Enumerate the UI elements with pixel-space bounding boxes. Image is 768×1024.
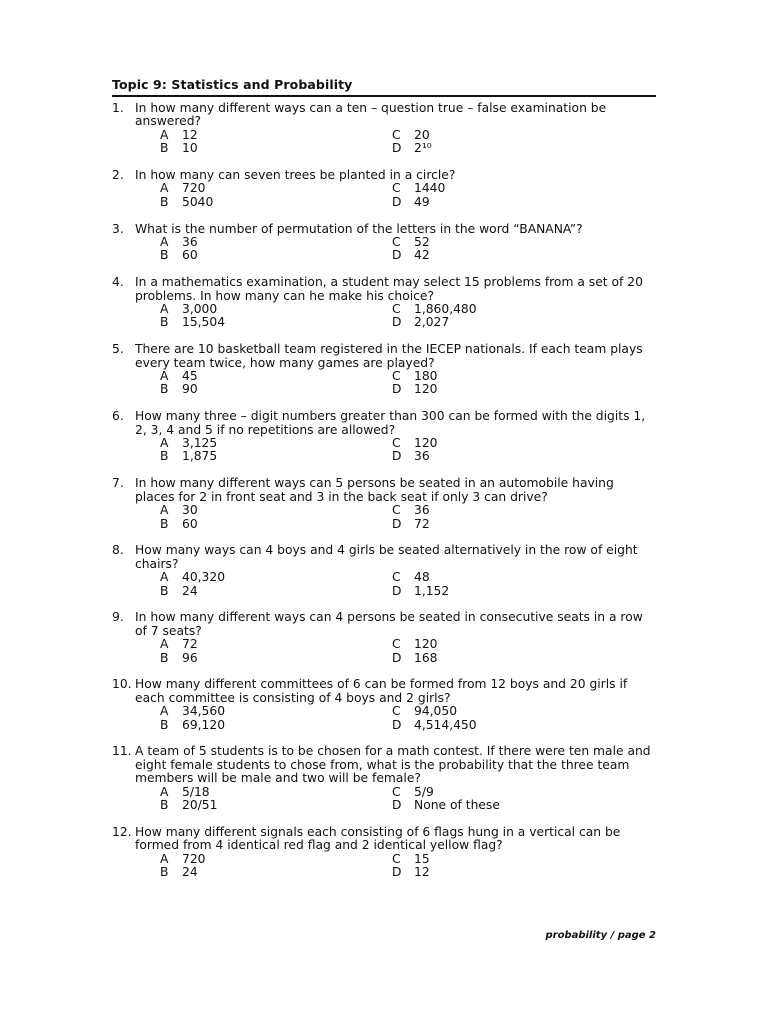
answer-option-b: [160, 383, 392, 396]
option-value: 52: [414, 235, 430, 250]
answer-option-b: [160, 249, 392, 262]
answer-option-b: [160, 866, 392, 879]
answer-row: [112, 786, 656, 799]
option-value: 720: [182, 851, 206, 866]
question-item: [112, 544, 656, 598]
option-letter: C: [392, 436, 401, 451]
option-value: 5040: [182, 194, 214, 209]
answer-row: [112, 182, 656, 195]
option-value: 69,120: [182, 717, 226, 732]
question-text: In how many different ways can a ten – question true – false examination be answered?: [135, 101, 607, 129]
question-number: 10.: [112, 677, 132, 692]
option-value: 3,000: [182, 302, 218, 317]
option-letter: C: [392, 127, 401, 142]
answer-row: [112, 652, 656, 665]
question-number: 5.: [112, 342, 124, 357]
option-letter: D: [392, 717, 402, 732]
option-value: 5/18: [182, 784, 210, 799]
option-letter: A: [160, 851, 169, 866]
answer-option-c: [392, 129, 430, 142]
option-letter: D: [392, 315, 402, 330]
option-value: 49: [414, 194, 430, 209]
question-text: How many ways can 4 boys and 4 girls be seated alternatively in the row of eight chairs?: [135, 543, 638, 571]
answer-option-d: [392, 518, 430, 531]
option-value: 1,860,480: [414, 302, 477, 317]
option-letter: D: [392, 516, 402, 531]
answer-row: [112, 437, 656, 450]
answer-row: [112, 799, 656, 812]
answer-option-a: [160, 853, 392, 866]
answer-option-a: [160, 370, 392, 383]
question-text: How many three – digit numbers greater than 300 can be formed with the digits 1, 2, 3, 4 and 5 if no repetitions are allowed?: [135, 409, 646, 437]
option-letter: B: [160, 141, 169, 156]
answer-option-c: [392, 786, 434, 799]
answer-option-c: [392, 303, 477, 316]
answer-option-c: [392, 437, 437, 450]
answer-option-a: [160, 638, 392, 651]
question-text: In how many can seven trees be planted in a circle?: [135, 168, 456, 183]
answer-row: [112, 719, 656, 732]
question-stem: [112, 826, 656, 853]
answer-row: [112, 383, 656, 396]
answer-option-c: [392, 370, 437, 383]
answer-row: [112, 236, 656, 249]
answer-option-c: [392, 182, 445, 195]
option-value: 12: [182, 127, 198, 142]
option-value: 5/9: [414, 784, 434, 799]
question-item: [112, 826, 656, 880]
question-number: 12.: [112, 824, 132, 839]
answer-row: [112, 316, 656, 329]
option-value: 20/51: [182, 797, 218, 812]
answer-option-b: [160, 518, 392, 531]
header-divider: [112, 95, 656, 97]
question-text: How many different signals each consisting of 6 flags hung in a vertical can be formed from 4 identical red flag and 2 identical yellow flag?: [135, 824, 621, 853]
answer-option-b: [160, 196, 392, 209]
answer-option-d: [392, 249, 430, 262]
answer-option-b: [160, 799, 392, 812]
option-letter: B: [160, 864, 169, 879]
question-item: [112, 678, 656, 732]
answer-option-d: [392, 450, 430, 463]
answer-option-c: [392, 236, 430, 249]
answer-option-c: [392, 571, 430, 584]
option-letter: A: [160, 570, 169, 585]
option-value: 72: [414, 516, 430, 531]
question-text: In a mathematics examination, a student may select 15 problems from a set of 20 problems. In how many can he make his choice?: [135, 275, 643, 303]
question-stem: [112, 678, 656, 705]
option-letter: D: [392, 382, 402, 397]
option-letter: B: [160, 650, 169, 665]
option-value: 15,504: [182, 315, 226, 330]
question-item: [112, 410, 656, 464]
answer-option-b: [160, 142, 392, 155]
question-number: 11.: [112, 744, 132, 759]
answer-row: [112, 866, 656, 879]
question-number: 1.: [112, 101, 124, 115]
question-item: [112, 611, 656, 665]
answer-option-d: [392, 652, 437, 665]
answer-option-a: [160, 786, 392, 799]
question-number: 3.: [112, 221, 124, 236]
answer-option-d: [392, 196, 430, 209]
option-letter: D: [392, 864, 402, 879]
option-letter: C: [392, 637, 401, 652]
answer-row: [112, 504, 656, 517]
answer-row: [112, 585, 656, 598]
question-item: [112, 477, 656, 531]
option-letter: A: [160, 369, 169, 384]
option-value: 1,875: [182, 449, 218, 464]
question-stem: [112, 343, 656, 370]
option-letter: A: [160, 503, 169, 518]
answer-option-b: [160, 652, 392, 665]
option-value: 60: [182, 516, 198, 531]
question-text: How many different committees of 6 can be formed from 12 boys and 20 girls if each committee is consisting of 4 boys and 2 girls?: [135, 677, 628, 705]
option-value: 12: [414, 864, 430, 879]
option-value: 720: [182, 181, 206, 196]
answer-row: [112, 142, 656, 155]
option-letter: D: [392, 650, 402, 665]
answer-option-d: [392, 585, 449, 598]
option-letter: D: [392, 797, 402, 812]
answer-row: [112, 129, 656, 142]
option-value: 4,514,450: [414, 717, 477, 732]
option-letter: D: [392, 248, 402, 263]
answer-row: [112, 705, 656, 718]
option-value: 168: [414, 650, 438, 665]
question-stem: [112, 223, 656, 236]
option-value: 36: [414, 503, 430, 518]
option-value: 180: [414, 369, 438, 384]
answer-row: [112, 853, 656, 866]
option-letter: A: [160, 784, 169, 799]
option-value: 1,152: [414, 583, 450, 598]
option-value: 45: [182, 369, 198, 384]
answer-option-d: [392, 316, 449, 329]
question-item: [112, 745, 656, 812]
question-stem: [112, 745, 656, 785]
question-number: 9.: [112, 610, 124, 625]
question-list: [112, 102, 656, 893]
option-value: 34,560: [182, 704, 226, 719]
option-value: 120: [414, 436, 438, 451]
option-letter: D: [392, 194, 402, 209]
option-value: 120: [414, 382, 438, 397]
answer-row: [112, 450, 656, 463]
answer-option-b: [160, 316, 392, 329]
option-letter: A: [160, 436, 169, 451]
answer-option-c: [392, 504, 430, 517]
option-letter: C: [392, 369, 401, 384]
answer-option-c: [392, 638, 437, 651]
question-item: [112, 343, 656, 397]
option-letter: C: [392, 181, 401, 196]
answer-option-b: [160, 585, 392, 598]
option-letter: B: [160, 797, 169, 812]
option-letter: A: [160, 302, 169, 317]
option-value: None of these: [414, 797, 500, 812]
question-text: There are 10 basketball team registered in the IECEP nationals. If each team plays every team twice, how many games are played?: [135, 342, 643, 370]
option-letter: D: [392, 449, 402, 464]
answer-option-d: [392, 719, 477, 732]
question-text: What is the number of permutation of the letters in the word “BANANA”?: [135, 221, 583, 236]
answer-option-b: [160, 719, 392, 732]
option-value: 2¹⁰: [414, 141, 432, 156]
option-value: 94,050: [414, 704, 458, 719]
question-number: 4.: [112, 275, 124, 290]
question-stem: [112, 611, 656, 638]
option-value: 10: [182, 141, 198, 156]
answer-option-d: [392, 799, 500, 812]
option-letter: C: [392, 302, 401, 317]
option-letter: C: [392, 235, 401, 250]
answer-option-a: [160, 129, 392, 142]
option-letter: A: [160, 637, 169, 652]
question-item: [112, 223, 656, 263]
question-text: In how many different ways can 5 persons be seated in an automobile having places for 2 in front seat and 3 in the back seat if only 3 can drive?: [135, 476, 614, 504]
option-letter: D: [392, 583, 402, 598]
question-stem: [112, 102, 656, 129]
option-value: 96: [182, 650, 198, 665]
question-stem: [112, 477, 656, 504]
answer-option-d: [392, 866, 430, 879]
option-letter: A: [160, 704, 169, 719]
question-stem: [112, 410, 656, 437]
option-value: 90: [182, 382, 198, 397]
option-value: 15: [414, 851, 430, 866]
option-value: 42: [414, 248, 430, 263]
option-letter: D: [392, 141, 402, 156]
option-value: 36: [414, 449, 430, 464]
option-letter: B: [160, 194, 169, 209]
option-letter: A: [160, 235, 169, 250]
answer-option-b: [160, 450, 392, 463]
question-stem: [112, 169, 656, 182]
answer-row: [112, 249, 656, 262]
option-letter: A: [160, 181, 169, 196]
answer-option-d: [392, 383, 437, 396]
option-value: 120: [414, 637, 438, 652]
answer-option-a: [160, 437, 392, 450]
option-letter: B: [160, 315, 169, 330]
question-item: [112, 276, 656, 330]
option-letter: C: [392, 570, 401, 585]
option-letter: B: [160, 382, 169, 397]
option-value: 2,027: [414, 315, 450, 330]
option-letter: C: [392, 784, 401, 799]
question-number: 6.: [112, 409, 124, 424]
answer-option-a: [160, 182, 392, 195]
answer-option-a: [160, 303, 392, 316]
option-value: 48: [414, 570, 430, 585]
question-number: 2.: [112, 168, 124, 183]
option-value: 1440: [414, 181, 446, 196]
answer-row: [112, 518, 656, 531]
question-number: 7.: [112, 476, 124, 491]
option-value: 20: [414, 127, 430, 142]
question-number: 8.: [112, 543, 124, 558]
question-text: In how many different ways can 4 persons be seated in consecutive seats in a row of 7 seats?: [135, 610, 643, 638]
option-letter: C: [392, 851, 401, 866]
option-letter: C: [392, 704, 401, 719]
option-value: 3,125: [182, 436, 218, 451]
option-value: 60: [182, 248, 198, 263]
option-value: 40,320: [182, 570, 226, 585]
answer-row: [112, 303, 656, 316]
option-value: 30: [182, 503, 198, 518]
question-item: [112, 102, 656, 156]
answer-option-c: [392, 853, 430, 866]
question-stem: [112, 276, 656, 303]
question-stem: [112, 544, 656, 571]
option-letter: A: [160, 127, 169, 142]
option-value: 36: [182, 235, 198, 250]
answer-row: [112, 571, 656, 584]
answer-row: [112, 370, 656, 383]
page-title: Topic 9: Statistics and Probability: [112, 77, 353, 92]
option-value: 24: [182, 583, 198, 598]
question-item: [112, 169, 656, 209]
answer-row: [112, 638, 656, 651]
option-letter: C: [392, 503, 401, 518]
answer-option-d: [392, 142, 432, 155]
answer-row: [112, 196, 656, 209]
option-letter: B: [160, 583, 169, 598]
option-value: 24: [182, 864, 198, 879]
answer-option-a: [160, 504, 392, 517]
option-letter: B: [160, 717, 169, 732]
option-letter: B: [160, 248, 169, 263]
answer-option-a: [160, 571, 392, 584]
page-footer: probability / page 2: [545, 930, 656, 941]
answer-option-a: [160, 236, 392, 249]
option-letter: B: [160, 516, 169, 531]
answer-option-c: [392, 705, 457, 718]
answer-option-a: [160, 705, 392, 718]
question-text: A team of 5 students is to be chosen for a math contest. If there were ten male and eight female students to chose from, what is the probability that the three team members will be male and two will be female?: [135, 744, 651, 786]
option-letter: B: [160, 449, 169, 464]
option-value: 72: [182, 637, 198, 652]
